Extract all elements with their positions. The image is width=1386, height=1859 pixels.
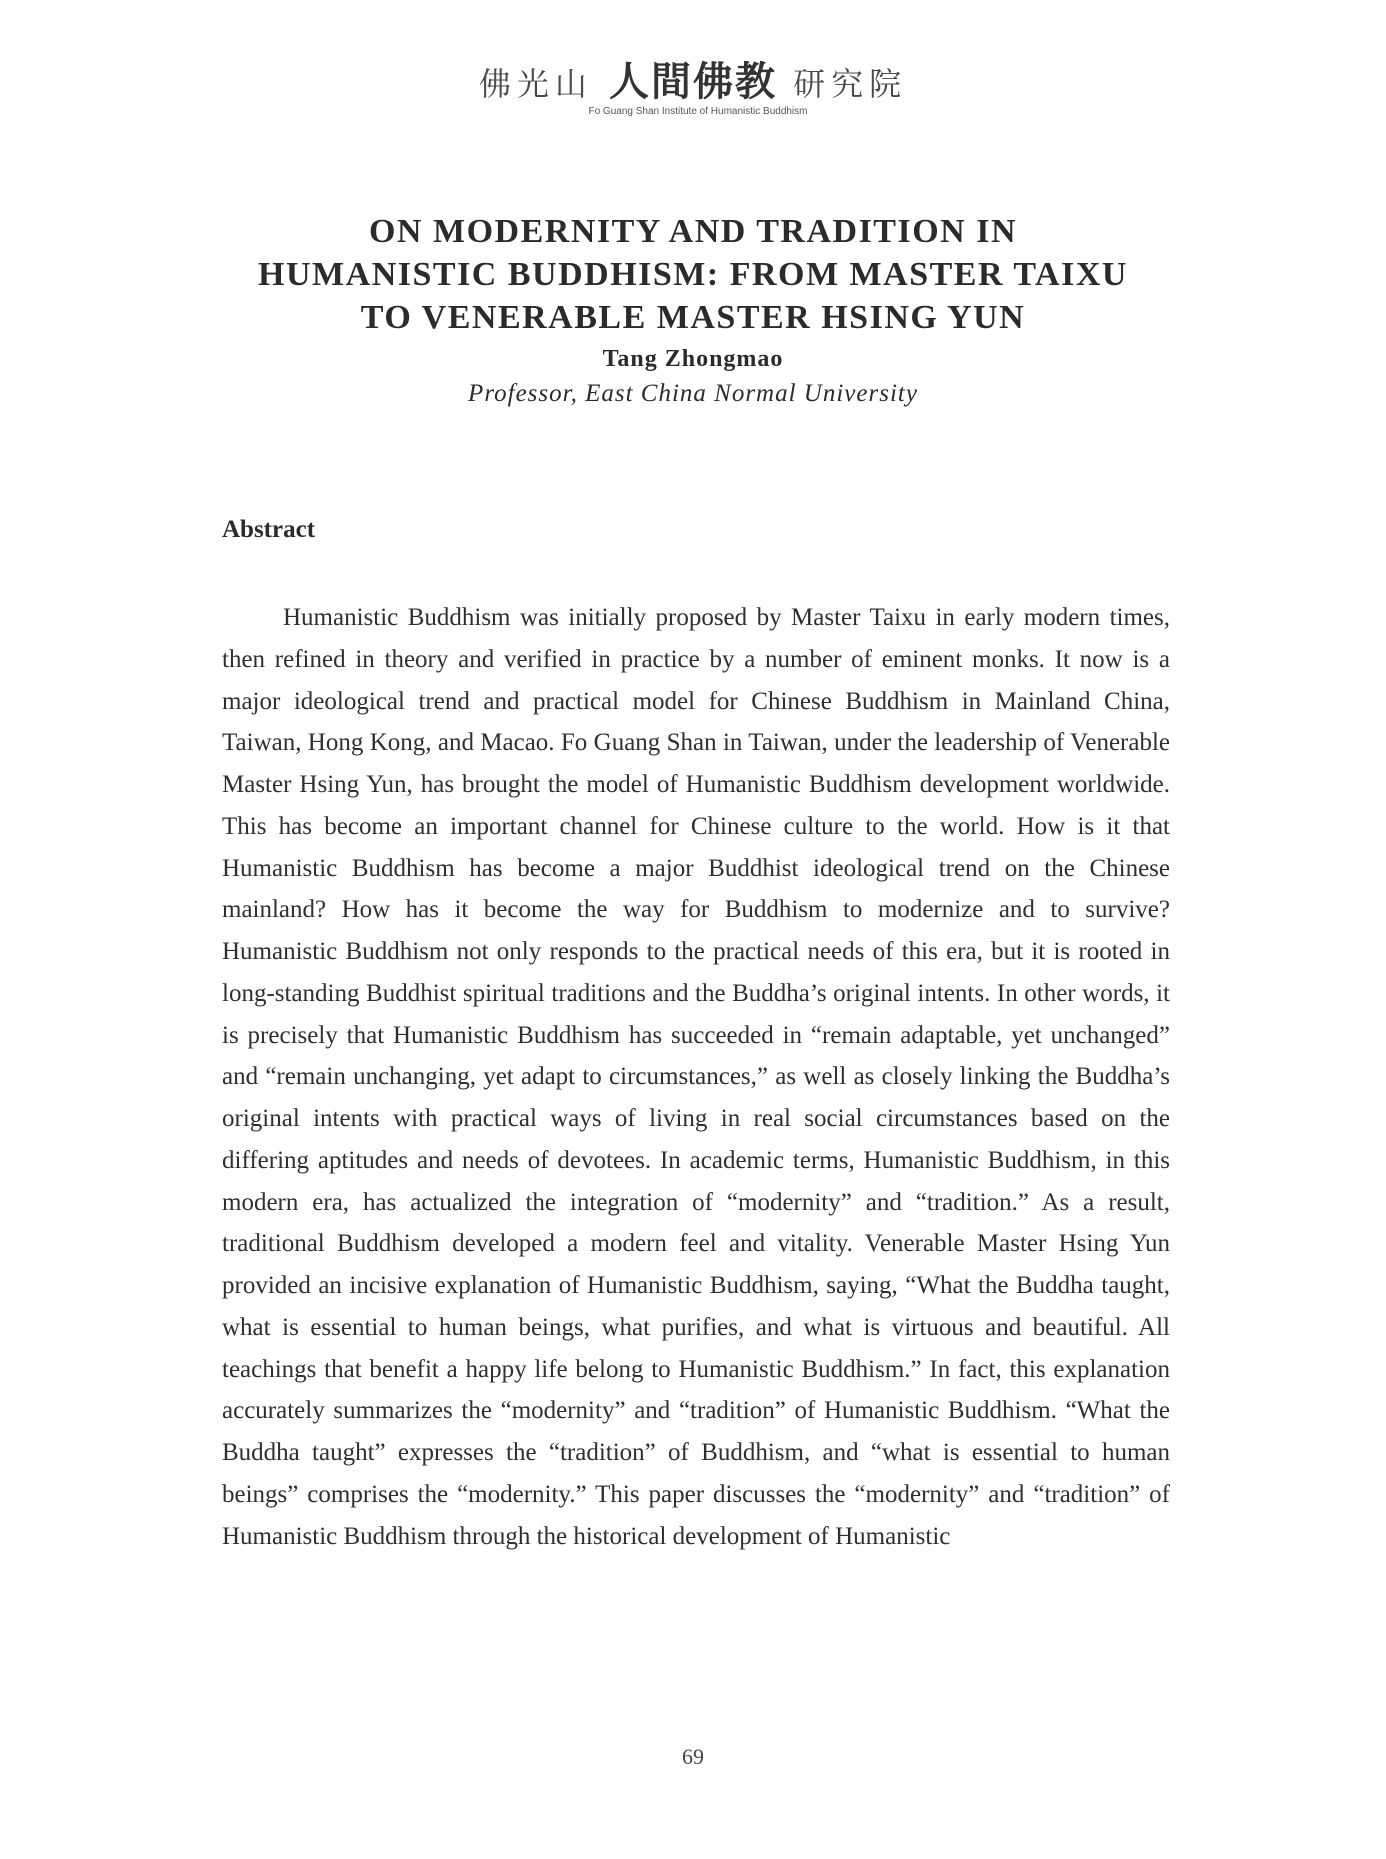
title-line-3: TO VENERABLE MASTER HSING YUN — [360, 299, 1026, 336]
abstract-paragraph: Humanistic Buddhism was initially proposed by Master Taixu in early modern times, then refined in theory and verified in practice by a number of eminent monks. It now is a major ideological trend and practical model for Chinese Buddhism in Mainland China, Taiwan, Hong Kong, and Macao. Fo Guang Shan in Taiwan, under the leadership of Venerable Master Hsing Yun, has brought the model of Humanistic Buddhism development worldwide. This has become an important channel for Chinese culture to the world. How is it that Humanistic Buddhism has become a major Buddhist ideological trend on the Chinese mainland? How has it become the way for Buddhism to modernize and to survive? Humanistic Buddhism not only responds to the practical needs of this era, but it is rooted in long-standing Buddhist spiritual traditions and the Buddha’s original intents. In other words, it is precisely that Humanistic Buddhism has succeeded in “remain adaptable, yet unchanged” and “remain unchanging, yet adapt to circumstances,” as well as closely linking the Buddha’s original intents with practical ways of living in real social circumstances based on the differing aptitudes and needs of devotees. In academic terms, Humanistic Buddhism, in this modern era, has actualized the integration of “modernity” and “tradition.” As a result, traditional Buddhism developed a modern feel and vitality. Venerable Master Hsing Yun provided an incisive explanation of Humanistic Buddhism, saying, “What the Buddha taught, what is essential to human beings, what purifies, and what is virtuous and beautiful. All teachings that benefit a happy life belong to Humanistic Buddhism.” In fact, this explanation accurately summarizes the “modernity” and “tradition” of Humanistic Buddhism. “What the Buddha taught” expresses the “tradition” of Buddhism, and “what is essential to human beings” comprises the “modernity.” This paper discusses the “modernity” and “tradition” of Humanistic Buddhism through the historical development of Humanistic — [222, 604, 1170, 1550]
author-affiliation: Professor, East China Normal University — [468, 380, 918, 407]
institute-name-suffix: 研究院 — [793, 65, 908, 103]
title-line-2: HUMANISTIC BUDDHISM: FROM MASTER TAIXU — [258, 256, 1128, 293]
institute-english-name: Fo Guang Shan Institute of Humanistic Buddhism — [588, 106, 808, 117]
page-header — [0, 58, 1386, 117]
article-heading — [0, 210, 1386, 411]
institute-name-prefix: 佛光山 — [478, 65, 593, 103]
abstract-heading: Abstract — [222, 516, 316, 543]
author-name: Tang Zhongmao — [602, 346, 784, 372]
page-number: 69 — [682, 1744, 704, 1769]
article-title — [0, 210, 1386, 339]
title-line-1: ON MODERNITY AND TRADITION IN — [368, 213, 1017, 250]
institute-logo — [0, 58, 1386, 105]
institute-name-calligraphy: 人間佛教 — [609, 58, 777, 105]
